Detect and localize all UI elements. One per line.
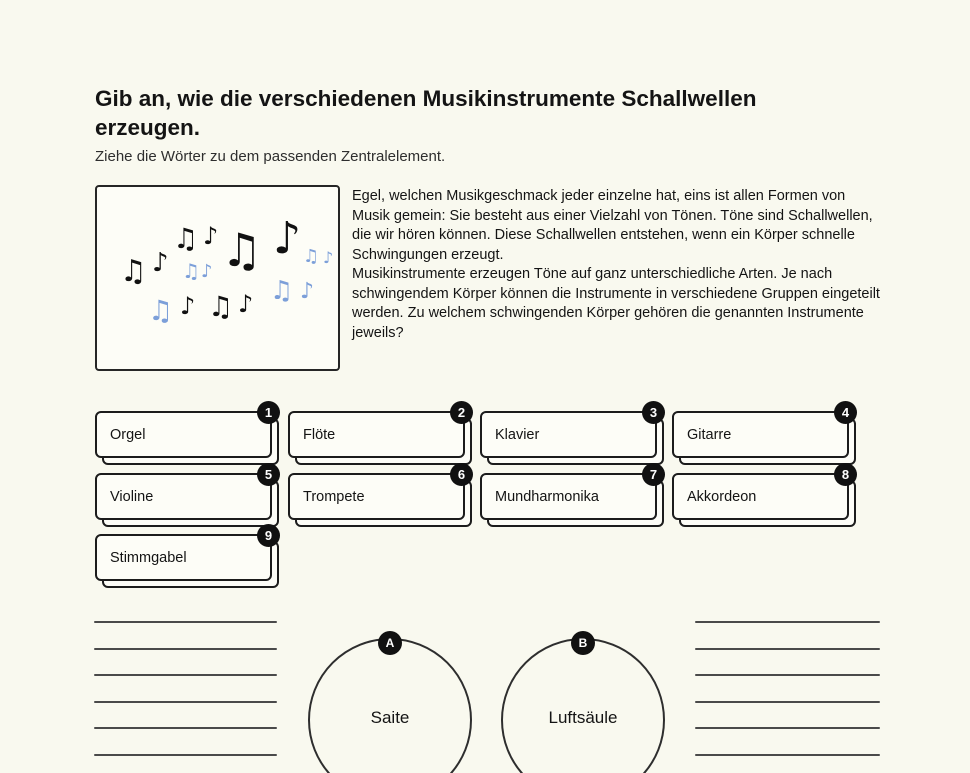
number-badge: 6 — [450, 463, 473, 486]
answer-line — [94, 754, 277, 756]
drag-card-klavier[interactable] — [480, 405, 658, 458]
drag-card-akkordeon[interactable] — [672, 467, 850, 520]
drop-zone-label: Luftsäule — [548, 708, 618, 727]
music-note-icon: ♫ — [173, 222, 199, 255]
drag-card-label: Akkordeon — [687, 488, 757, 505]
music-note-icon: ♫ — [148, 294, 174, 327]
music-note-icon: ♪ — [201, 261, 213, 282]
music-note-icon: ♫ — [120, 254, 147, 289]
number-badge: 9 — [257, 524, 280, 547]
intro-paragraph: Egel, welchen Musikgeschmack jeder einzelne hat, eins ist allen Formen von Musik gemein: Sie besteht aus einer Vielzahl von Tönen. Töne sind Schallwellen, die wir hören können. Diese Schallwellen entstehen, wenn ein Körper schnelle Schwingungen erzeugt. — [352, 188, 873, 263]
music-note-icon: ♪ — [152, 248, 169, 278]
answer-line — [94, 701, 277, 703]
drag-card-orgel[interactable] — [95, 405, 273, 458]
instruction-text: Ziehe die Wörter zu dem passenden Zentralelement. — [95, 148, 446, 165]
drag-card-label: Trompete — [303, 488, 365, 505]
answer-line — [695, 754, 880, 756]
drop-zone-luftsaeule[interactable] — [501, 638, 665, 773]
drag-card-violine[interactable] — [95, 467, 273, 520]
music-note-icon: ♫ — [221, 223, 263, 277]
drag-card-label: Orgel — [110, 426, 146, 443]
page-title: Gib an, wie die verschiedenen Musikinstrumente Schallwellen erzeugen. — [95, 86, 757, 141]
music-notes-image — [95, 185, 340, 371]
drag-card-label: Stimmgabel — [110, 549, 187, 566]
drag-card-label: Klavier — [495, 426, 540, 443]
number-badge: 5 — [257, 463, 280, 486]
drag-card-label: Mundharmonika — [495, 488, 599, 505]
answer-line — [94, 621, 277, 623]
drag-card-trompete[interactable] — [288, 467, 466, 520]
music-note-icon: ♪ — [203, 222, 219, 250]
answer-line — [695, 674, 880, 676]
answer-line — [695, 727, 880, 729]
drag-card-floete[interactable] — [288, 405, 466, 458]
answer-lines-right — [695, 621, 880, 761]
answer-line — [695, 621, 880, 623]
drag-card-label: Violine — [110, 488, 154, 505]
drag-card-mundharmonika[interactable] — [480, 467, 658, 520]
music-note-icon: ♪ — [238, 290, 254, 318]
music-note-icon: ♫ — [270, 276, 294, 306]
answer-line — [94, 648, 277, 650]
music-note-icon: ♫ — [208, 290, 234, 323]
drag-card-label: Flöte — [303, 426, 336, 443]
answer-line — [695, 701, 880, 703]
intro-paragraph: Musikinstrumente erzeugen Töne auf ganz unterschiedliche Arten. Je nach schwingendem Körper können die Instrumente in verschiedene Gruppen eingeteilt werden. Zu welchem schwingenden Körper gehören die genannten Instrumente jeweils? — [352, 266, 880, 341]
intro-paragraphs — [352, 187, 882, 343]
answer-line — [94, 727, 277, 729]
answer-lines-left — [94, 621, 277, 761]
letter-badge: B — [571, 631, 595, 655]
music-note-icon: ♪ — [323, 248, 334, 267]
number-badge: 8 — [834, 463, 857, 486]
music-note-icon: ♪ — [300, 279, 315, 304]
music-note-icon: ♪ — [273, 213, 302, 264]
number-badge: 2 — [450, 401, 473, 424]
number-badge: 4 — [834, 401, 857, 424]
drag-card-label: Gitarre — [687, 426, 732, 443]
number-badge: 3 — [642, 401, 665, 424]
music-note-icon: ♪ — [180, 292, 196, 320]
drag-card-stimmgabel[interactable] — [95, 528, 273, 581]
answer-line — [94, 674, 277, 676]
drag-card-gitarre[interactable] — [672, 405, 850, 458]
answer-line — [695, 648, 880, 650]
music-note-icon: ♫ — [303, 246, 320, 267]
drop-zone-label: Saite — [370, 708, 410, 727]
number-badge: 7 — [642, 463, 665, 486]
number-badge: 1 — [257, 401, 280, 424]
drop-zone-saite[interactable] — [308, 638, 472, 773]
music-note-icon: ♫ — [182, 259, 200, 283]
letter-badge: A — [378, 631, 402, 655]
